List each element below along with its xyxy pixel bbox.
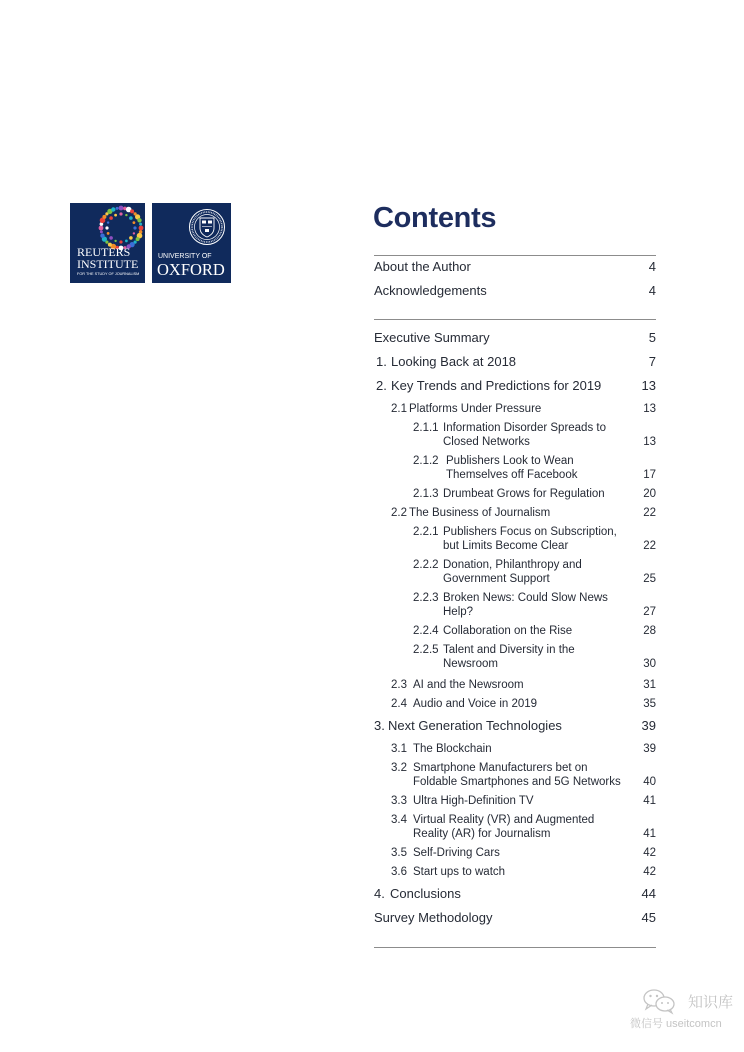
toc-entry-title: Ultra High-Definition TV	[413, 795, 534, 807]
toc-entry-page: 28	[643, 625, 656, 637]
toc-entry-page: 4	[648, 283, 656, 298]
toc-entry-title: Collaboration on the Rise	[443, 625, 573, 637]
page-title: Contents	[373, 202, 497, 234]
toc-entry-page: 22	[643, 540, 656, 552]
toc-entry-title: Drumbeat Grows for Regulation	[443, 488, 605, 500]
watermark-brand: 知识库	[688, 994, 734, 1011]
toc-entry-number: 1.	[376, 354, 387, 369]
toc-entry-2-2-3	[374, 591, 656, 619]
toc-entry-2	[374, 378, 656, 394]
divider	[374, 319, 656, 320]
toc-entry-page: 39	[641, 718, 656, 733]
toc-entry-page: 39	[643, 743, 656, 755]
toc-entry-acknowledgements	[374, 283, 656, 299]
toc-entry-number: 2.2.2	[413, 559, 439, 571]
toc-entry-title: Looking Back at 2018	[391, 354, 517, 369]
toc-entry-3-1	[374, 742, 656, 756]
toc-entry-title-line2: Closed Networks	[443, 436, 530, 448]
toc-entry-page: 27	[643, 606, 656, 618]
toc-entry-title-line1: Publishers Focus on Subscription,	[443, 526, 617, 538]
toc-entry-3-5	[374, 846, 656, 860]
toc-entry-number: 3.	[374, 718, 385, 733]
toc-entry-title-line2: Government Support	[443, 573, 550, 585]
toc-entry-3-3	[374, 794, 656, 808]
toc-entry-page: 44	[641, 886, 656, 901]
watermark-account: 微信号 useitcomcn	[630, 1018, 722, 1030]
toc-entry-number: 2.2	[391, 507, 407, 519]
university-of-oxford-logo	[152, 203, 231, 283]
toc-entry-page: 22	[643, 507, 656, 519]
toc-entry-number: 2.1.3	[413, 488, 439, 500]
toc-entry-3-4	[374, 813, 656, 841]
toc-entry-title-line2: but Limits Become Clear	[443, 540, 569, 552]
toc-entry-page: 35	[643, 698, 656, 710]
toc-entry-title: The Blockchain	[413, 743, 492, 755]
toc-entry-title-line1: Donation, Philanthropy and	[443, 559, 582, 571]
toc-entry-title-line1: Smartphone Manufacturers bet on	[413, 762, 588, 774]
toc-entry-number: 4.	[374, 886, 385, 901]
oxford-logo-line2: OXFORD	[157, 260, 225, 279]
toc-entry-page: 45	[641, 910, 656, 925]
toc-entry-page: 4	[648, 259, 656, 274]
toc-entry-title: Audio and Voice in 2019	[413, 698, 538, 710]
toc-entry-2-1-2	[374, 454, 656, 482]
toc-entry-number: 2.	[376, 378, 387, 393]
toc-entry-page: 7	[648, 354, 656, 369]
toc-entry-title-line2: Foldable Smartphones and 5G Networks	[413, 776, 621, 788]
toc-entry-title: The Business of Journalism	[409, 507, 551, 519]
toc-entry-executive-summary	[374, 330, 656, 346]
toc-entry-2-1-3	[374, 487, 656, 501]
toc-entry-title: Platforms Under Pressure	[409, 403, 542, 415]
toc-entry-page: 40	[643, 776, 656, 788]
toc-entry-title-line1: Publishers Look to Wean	[446, 455, 574, 467]
toc-entry-number: 3.2	[391, 762, 407, 774]
toc-entry-title: Conclusions	[390, 886, 461, 901]
toc-entry-title-line2: Reality (AR) for Journalism	[413, 828, 551, 840]
toc-entry-3	[374, 718, 656, 734]
reuters-institute-logo	[70, 203, 145, 283]
reuters-logo-tagline: FOR THE STUDY OF JOURNALISM	[77, 272, 140, 276]
toc-entry-2-2-4	[374, 624, 656, 638]
toc-entry-2-2-5	[374, 643, 656, 671]
toc-entry-2-3	[374, 678, 656, 692]
toc-entry-1	[374, 354, 656, 370]
toc-entry-2-2-2	[374, 558, 656, 586]
toc-entry-2-1	[374, 402, 656, 416]
toc-entry-number: 3.1	[391, 743, 407, 755]
toc-entry-title: Self-Driving Cars	[413, 847, 500, 859]
toc-entry-survey-methodology	[374, 910, 656, 926]
toc-entry-title-line1: Information Disorder Spreads to	[443, 422, 606, 434]
toc-entry-title: AI and the Newsroom	[413, 679, 524, 691]
toc-entry-title-line1: Virtual Reality (VR) and Augmented	[413, 814, 595, 826]
toc-entry-title: Key Trends and Predictions for 2019	[391, 378, 602, 393]
toc-entry-title: Next Generation Technologies	[388, 718, 562, 733]
toc-entry-number: 3.3	[391, 795, 407, 807]
toc-entry-title-line2: Themselves off Facebook	[446, 469, 578, 481]
divider	[374, 255, 656, 256]
oxford-logo-line1: UNIVERSITY OF	[158, 253, 212, 260]
wechat-icon	[642, 988, 678, 1015]
toc-entry-title-line2: Help?	[443, 606, 474, 618]
toc-entry-2-2-1	[374, 525, 656, 553]
toc-entry-number: 2.2.5	[413, 644, 439, 656]
toc-entry-page: 13	[641, 378, 656, 393]
toc-entry-page: 5	[648, 330, 656, 345]
toc-entry-number: 3.4	[391, 814, 407, 826]
dotted-circle-emblem-icon	[70, 203, 145, 283]
toc-entry-number: 2.2.4	[413, 625, 439, 637]
toc-entry-2-2	[374, 506, 656, 520]
toc-entry-number: 2.2.3	[413, 592, 439, 604]
reuters-logo-name-line1: REUTERS	[77, 245, 131, 259]
toc-entry-page: 42	[643, 866, 656, 878]
toc-entry-page: 31	[643, 679, 656, 691]
toc-entry-title: Executive Summary	[374, 330, 490, 345]
toc-entry-2-1-1	[374, 421, 656, 449]
toc-entry-number: 2.3	[391, 679, 407, 691]
toc-entry-number: 2.1.2	[413, 455, 439, 467]
reuters-logo-name-line2: INSTITUTE	[77, 257, 139, 271]
toc-entry-page: 41	[643, 795, 656, 807]
toc-entry-number: 3.6	[391, 866, 407, 878]
toc-entry-page: 13	[643, 436, 656, 448]
toc-entry-number: 3.5	[391, 847, 407, 859]
toc-entry-title-line1: Talent and Diversity in the	[443, 644, 575, 656]
divider	[374, 947, 656, 948]
toc-entry-page: 20	[643, 488, 656, 500]
toc-entry-page: 17	[643, 469, 656, 481]
toc-entry-page: 41	[643, 828, 656, 840]
toc-entry-about-the-author	[374, 259, 656, 275]
toc-entry-number: 2.4	[391, 698, 407, 710]
toc-entry-page: 13	[643, 403, 656, 415]
toc-entry-page: 25	[643, 573, 656, 585]
toc-entry-3-2	[374, 761, 656, 789]
toc-entry-title-line1: Broken News: Could Slow News	[443, 592, 608, 604]
toc-entry-title-line2: Newsroom	[443, 658, 498, 670]
toc-entry-title: Acknowledgements	[374, 283, 487, 298]
toc-entry-title: About the Author	[374, 259, 471, 274]
toc-entry-3-6	[374, 865, 656, 879]
toc-entry-number: 2.2.1	[413, 526, 439, 538]
toc-entry-title: Start ups to watch	[413, 866, 506, 878]
toc-entry-number: 2.1	[391, 403, 407, 415]
toc-entry-title: Survey Methodology	[374, 910, 493, 925]
toc-entry-4	[374, 886, 656, 902]
toc-entry-number: 2.1.1	[413, 422, 439, 434]
toc-entry-page: 30	[643, 658, 656, 670]
toc-entry-page: 42	[643, 847, 656, 859]
toc-entry-2-4	[374, 697, 656, 711]
